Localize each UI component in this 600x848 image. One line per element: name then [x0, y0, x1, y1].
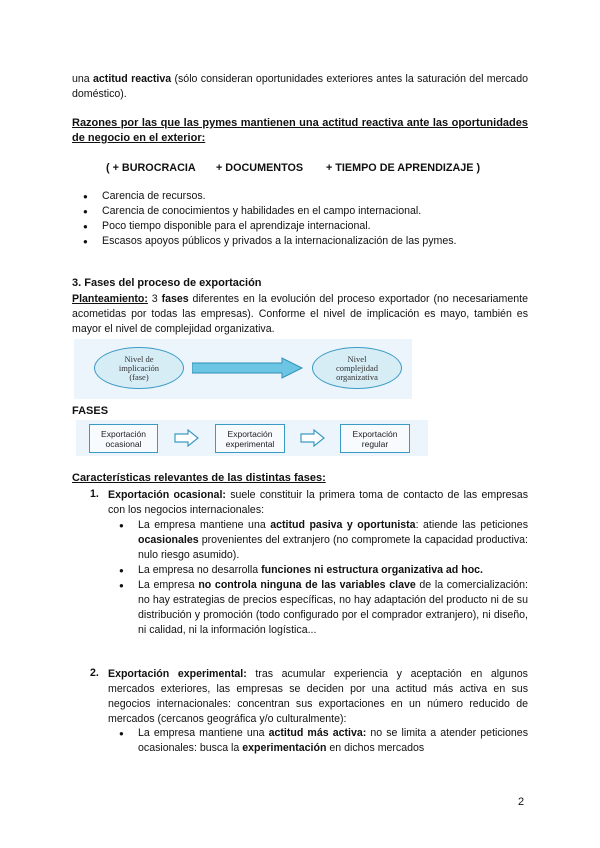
phase-box-regular: Exportación regular [340, 424, 410, 453]
list-item: ● La empresa mantiene una actitud más activa: no se limita a atender peticiones ocasionales: busca la experimentación en dichos mercados [108, 726, 528, 756]
list-item: ● La empresa mantiene una actitud pasiva y oportunista: atiende las peticiones ocasionales provenientes del extranjero (no compromete la capacidad productiva: nulo riesgo asumido). [108, 518, 528, 563]
ocasional-bullets [108, 518, 528, 638]
phases-diagram [76, 420, 428, 456]
item-number: 1. [90, 488, 99, 500]
implication-diagram [74, 339, 412, 399]
phase-box-ocasional: Exportación ocasional [89, 424, 158, 453]
list-item: ● Escasos apoyos públicos y privados a la internacionalización de las pymes. [72, 234, 528, 249]
list-item: ● Carencia de conocimientos y habilidades en el campo internacional. [72, 204, 528, 219]
planteamiento-paragraph: Planteamiento: 3 fases diferentes en la evolución del proceso exportador (no necesariamente acometidas por todas las empresas). Conforme el nivel de implicación es mayo, también es mayor el nivel de complejidad organizativa. [72, 293, 528, 335]
arrow-right-icon [300, 429, 326, 447]
reasons-list [72, 189, 528, 249]
list-item: ● La empresa no desarrolla funciones ni estructura organizativa ad hoc. [108, 563, 528, 578]
item-number: 2. [90, 667, 99, 679]
arrow-right-icon [192, 357, 304, 379]
list-item: ● Carencia de recursos. [72, 189, 528, 204]
list-item: ● La empresa no controla ninguna de las variables clave de la comercialización: no hay estrategias de precios específicas, no hay adaptación del producto ni de su distribución y promoción (todo configurado por el comprador extranjero), ni diseño, ni calidad, ni la información logística... [108, 578, 528, 638]
list-item: ● Poco tiempo disponible para el aprendizaje internacional. [72, 219, 528, 234]
factor-documentos: + DOCUMENTOS [216, 162, 304, 174]
arrow-right-icon [174, 429, 200, 447]
reasons-heading: Razones por las que las pymes mantienen una actitud reactiva ante las oportunidades de negocio en el exterior: [72, 117, 528, 144]
fases-label: FASES [72, 405, 109, 417]
characteristics-heading: Características relevantes de las distintas fases: [72, 472, 326, 484]
item-ocasional: Exportación ocasional: suele constituir la primera toma de contacto de las empresas con los negocios internacionales: [108, 489, 528, 516]
section-title: 3. Fases del proceso de exportación [72, 277, 262, 289]
phase-box-experimental: Exportación experimental [215, 424, 285, 453]
page-number: 2 [518, 796, 525, 808]
item-experimental: Exportación experimental: tras acumular experiencia y aceptación en algunos mercados exteriores, las empresas se deciden por una actitud más activa en sus negocios internacionales: concentran sus exportaciones en un número reducido de mercados (cercanos geográfica y/o culturalmente): [108, 668, 528, 725]
factor-tiempo: + TIEMPO DE APRENDIZAJE ) [326, 162, 481, 174]
experimental-bullets [108, 726, 528, 756]
complexity-oval: Nivel complejidad organizativa [312, 347, 402, 389]
factor-burocracia: ( + BUROCRACIA [106, 162, 196, 174]
intro-paragraph: una actitud reactiva (sólo consideran oportunidades exteriores antes la saturación del mercado doméstico). [72, 73, 528, 100]
factors-line [106, 162, 506, 174]
implication-oval: Nivel de implicación (fase) [94, 347, 184, 389]
